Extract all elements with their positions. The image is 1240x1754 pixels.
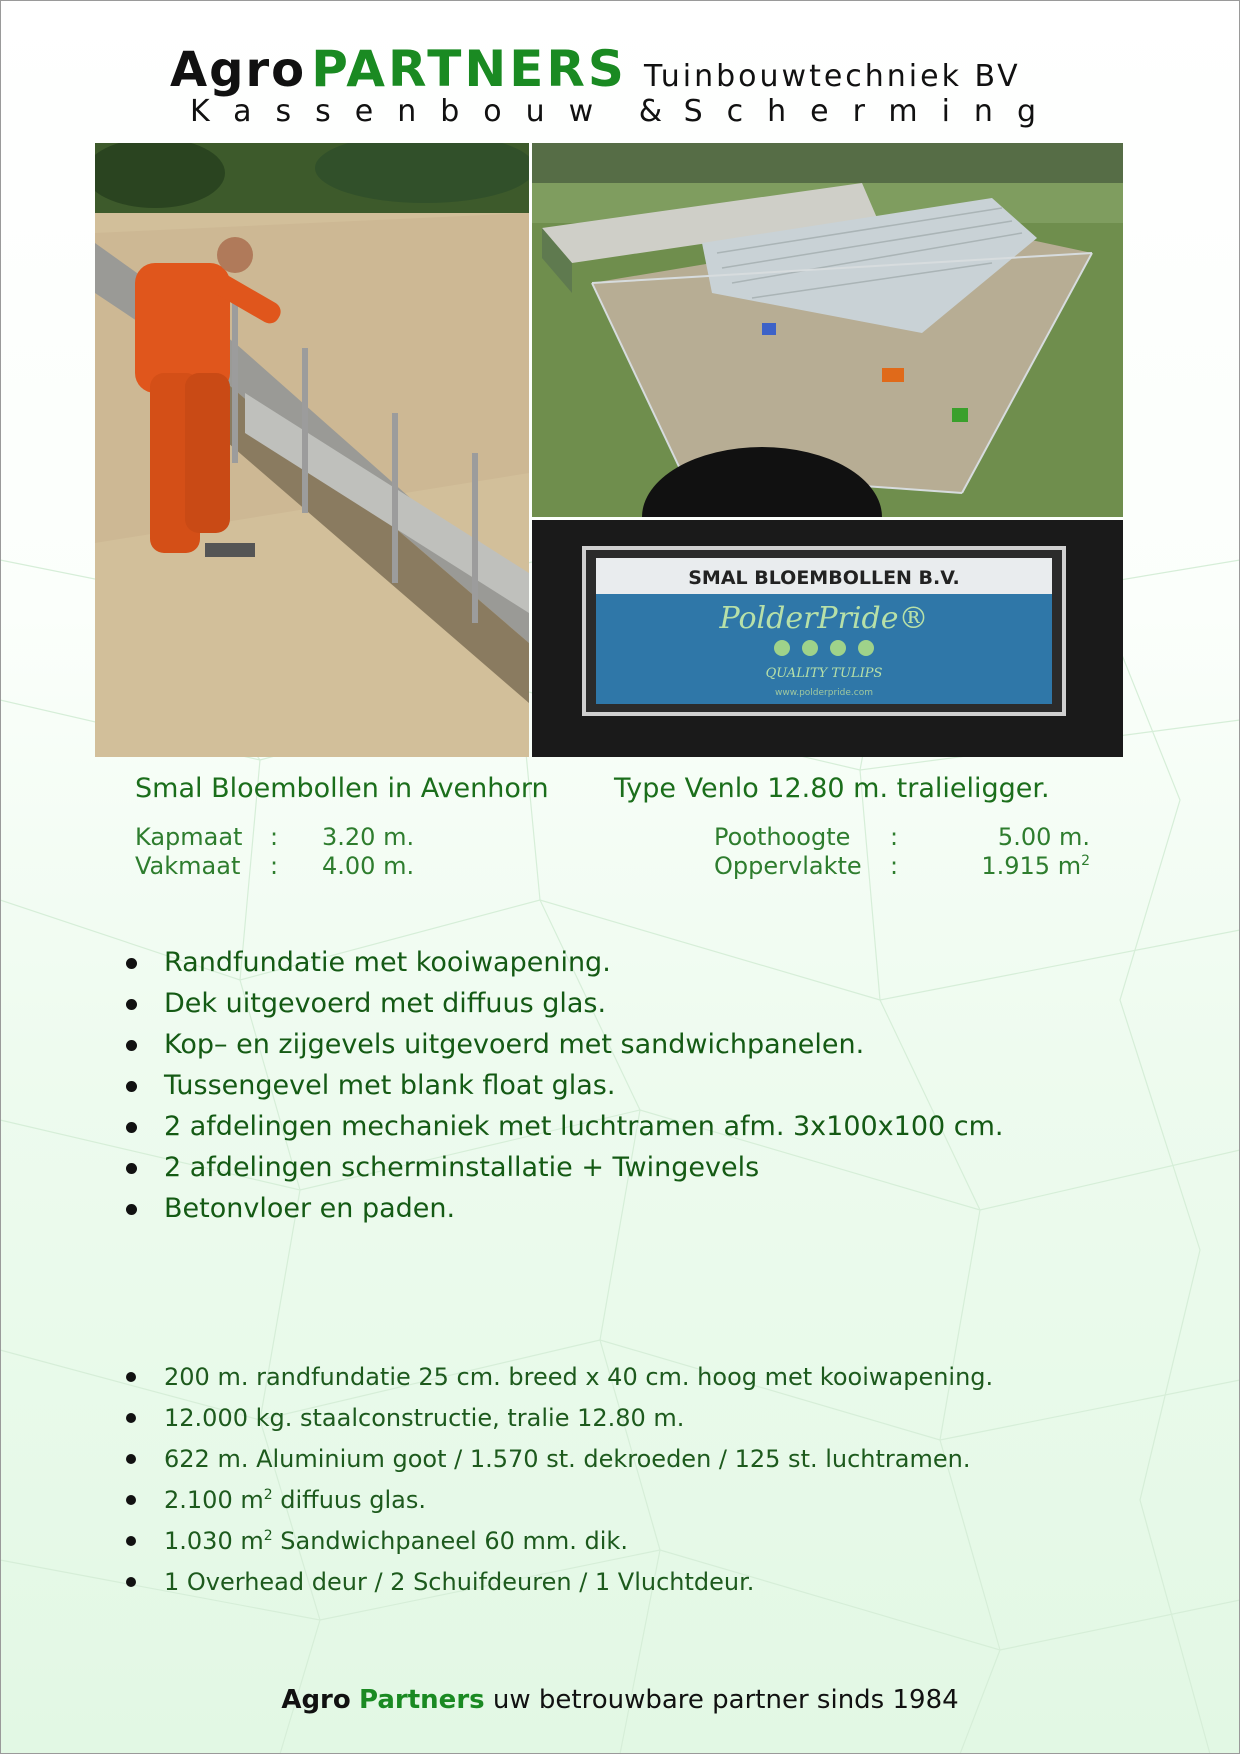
detail-text: 622 m. Aluminium goot / 1.570 st. dekroeden / 125 st. luchtramen. [164,1445,971,1473]
brand-agro: Agro [170,42,307,98]
oppervlakte-separator: : [890,852,899,880]
detail-item [118,1398,993,1439]
detail-text: 1 Overhead deur / 2 Schuifdeuren / 1 Vluchtdeur. [164,1568,755,1596]
vakmaat-value: 4.00 m. [322,852,415,880]
feature-item: 2 afdelingen scherminstallatie + Twingevels [118,1147,1004,1188]
detail-text: Sandwichpaneel 60 mm. dik. [272,1527,628,1555]
footer-tagline [0,1685,1240,1715]
company-name [170,40,1021,98]
subtitle-ampersand: & [638,94,663,129]
project-type: Type Venlo 12.80 m. tralieligger. [614,773,1050,804]
company-subtitle [190,94,1060,129]
vakmaat-separator: : [270,852,279,880]
feature-item: Betonvloer en paden. [118,1188,1004,1229]
sign-brand-text: PolderPride® [719,601,929,636]
oppervlakte-value [930,852,1090,880]
sign-tagline-text: QUALITY TULIPS [765,666,883,681]
detail-text: 1.030 m [164,1527,264,1555]
detail-sup: 2 [263,1487,273,1503]
poothoogte-separator: : [890,823,899,851]
footer-text: uw betrouwbare partner sinds 1984 [484,1685,959,1715]
subtitle-scherming: Scherming [683,94,1060,129]
photo-company-sign [532,520,1123,757]
brand-tuinbouwtechniek: Tuinbouwtechniek BV [643,59,1021,94]
detail-text: diffuus glas. [272,1486,427,1514]
oppervlakte-unit-sup: 2 [1081,853,1090,869]
detail-sup: 2 [263,1528,273,1544]
brand-partners: PARTNERS [311,40,627,98]
feature-item: Kop– en zijgevels uitgevoerd met sandwichpanelen. [118,1024,1004,1065]
feature-item: 2 afdelingen mechaniek met luchtramen afm. 3x100x100 cm. [118,1106,1004,1147]
project-title: Smal Bloembollen in Avenhorn [135,773,549,804]
kapmaat-label: Kapmaat [135,823,243,851]
photo-greenhouse-aerial [532,143,1123,517]
sign-company-text: SMAL BLOEMBOLLEN B.V. [688,567,960,589]
poothoogte-label: Poothoogte [714,823,851,851]
photo-foundation-worker [95,143,529,757]
kapmaat-separator: : [270,823,279,851]
vakmaat-label: Vakmaat [135,852,241,880]
detail-item [118,1521,993,1562]
subtitle-kassenbouw: Kassenbouw [190,94,618,129]
footer-partners: Partners [359,1685,485,1715]
feature-item: Randfundatie met kooiwapening. [118,942,1004,983]
feature-item: Tussengevel met blank float glas. [118,1065,1004,1106]
kapmaat-value: 3.20 m. [322,823,415,851]
oppervlakte-label: Oppervlakte [714,852,862,880]
oppervlakte-number: 1.915 m [981,852,1082,880]
sign-url-text: www.polderpride.com [774,688,874,698]
poothoogte-value: 5.00 m. [997,823,1090,851]
detail-item [118,1562,993,1603]
details-list [118,1357,993,1603]
footer-agro: Agro [281,1685,351,1715]
detail-text: 200 m. randfundatie 25 cm. breed x 40 cm. hoog met kooiwapening. [164,1363,994,1391]
detail-text: 2.100 m [164,1486,264,1514]
features-list [118,942,1004,1229]
detail-item [118,1480,993,1521]
detail-item [118,1357,993,1398]
detail-text: 12.000 kg. staalconstructie, tralie 12.80 m. [164,1404,685,1432]
feature-item: Dek uitgevoerd met diffuus glas. [118,983,1004,1024]
detail-item [118,1439,993,1480]
